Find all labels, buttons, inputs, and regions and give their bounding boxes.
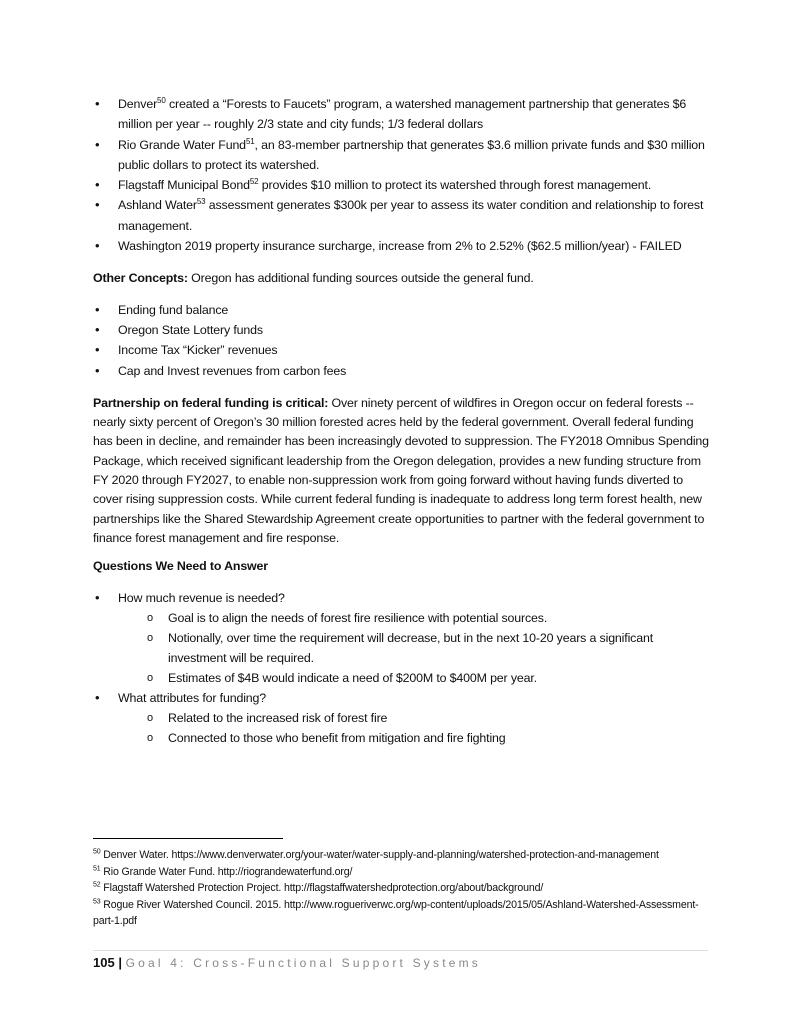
list-item [93,236,711,256]
item-text: Washington 2019 property insurance surcharge, increase from 2% to 2.52% ($62.5 million/year) - FAILED [118,239,682,254]
sub-list-item: o Goal is to align the needs of forest fire resilience with potential sources. [93,608,711,628]
footnote-number: 51 [93,864,101,872]
list-item: • How much revenue is needed? [93,588,711,608]
list-item [93,175,711,195]
footnote-text[interactable]: Rogue River Watershed Council. 2015. http://www.rogueriverwc.org/wp-content/uploads/2015/05/Ashland-Watershed-Assessment-part-1.pdf [93,898,699,927]
questions-list [93,588,711,749]
page-number: 105 [93,955,115,970]
document-body [93,94,711,748]
sub-list-item: o Estimates of $4B would indicate a need of $200M to $400M per year. [93,668,711,688]
other-concepts-list [93,300,711,381]
footnote [93,897,708,930]
item-text: Flagstaff Municipal Bond [118,178,250,193]
footnote-number: 53 [93,897,101,905]
footer-title: Goal 4: Cross-Functional Support Systems [125,956,482,970]
list-item: • Income Tax “Kicker” revenues [93,340,711,360]
footnotes [93,847,708,930]
other-concepts-label: Other Concepts: [93,271,188,286]
item-text: Rio Grande Water Fund [118,137,246,152]
footnote-number: 52 [93,881,101,889]
partnership-label: Partnership on federal funding is critical: [93,395,329,410]
page-footer [93,955,481,970]
item-text: Denver [118,97,158,111]
item-text: created a “Forests to Faucets” program, a watershed management partnership that generates $6 million per year -- roughly 2/3 state and city funds; 1/3 federal dollars [118,97,687,132]
footnote-ref[interactable]: 52 [249,177,259,187]
footnote-text[interactable]: Rio Grande Water Fund. http://riograndewaterfund.org/ [100,865,353,878]
item-text: assessment generates $300k per year to assess its water condition and relationship to forest management. [118,198,704,233]
item-text: provides $10 million to protect its watershed through forest management. [258,178,652,193]
partnership-paragraph [93,394,711,548]
list-item [93,135,711,176]
list-item [93,195,711,236]
list-item [93,94,711,135]
footer-divider [93,950,708,951]
other-concepts-paragraph [93,269,711,288]
footer-separator: | [114,955,126,970]
footnote-ref[interactable]: 51 [245,136,255,146]
questions-heading: Questions We Need to Answer [93,559,268,574]
footnote-text[interactable]: Denver Water. https://www.denverwater.org/your-water/water-supply-and-planning/watershed-protection-and-management [100,849,659,861]
footnote-text[interactable]: Flagstaff Watershed Protection Project. http://flagstaffwatershedprotection.org/about/background/ [100,882,544,894]
footnote-number: 50 [93,848,101,856]
paragraph-text: Over ninety percent of wildfires in Oregon occur on federal forests -- nearly sixty percent of Oregon’s 30 million forested acres held by the federal government. Overall federal funding has been in decline, and remainder has been increasingly devoted to suppression. The FY2018 Omnibus Spending Package, which received significant leadership from the Oregon delegation, provides a new funding structure from FY 2020 through FY2027, to enable non-suppression work from going forward without having funds diverted to cover rising suppression costs. While current federal funding is inadequate to address long term forest health, new partnerships like the Shared Stewardship Agreement create opportunities to partner with the federal government to finance forest management and fire response. [93,395,709,545]
footnote [93,880,708,897]
sub-list-item: o Connected to those who benefit from mitigation and fire fighting [93,728,711,748]
footnote-ref[interactable]: 50 [157,95,166,105]
footnote [93,864,708,881]
list-item: • Ending fund balance [93,300,711,320]
list-item: • Cap and Invest revenues from carbon fees [93,361,711,381]
sub-list-item: o Notionally, over time the requirement will decrease, but in the next 10-20 years a significant investment will be required. [93,628,711,668]
sub-list-item: o Related to the increased risk of forest fire [93,708,711,728]
item-text: Ashland Water [118,198,197,213]
item-text: , an 83-member partnership that generates $3.6 million private funds and $30 million public dollars to protect its watershed. [118,137,705,172]
paragraph-text: Oregon has additional funding sources outside the general fund. [187,271,534,286]
footnote-separator [93,838,283,839]
funding-examples-list [93,94,711,256]
list-item: • Oregon State Lottery funds [93,320,711,340]
list-item: • What attributes for funding? [93,688,711,708]
footnote-ref[interactable]: 53 [196,197,206,207]
footnote [93,847,708,864]
